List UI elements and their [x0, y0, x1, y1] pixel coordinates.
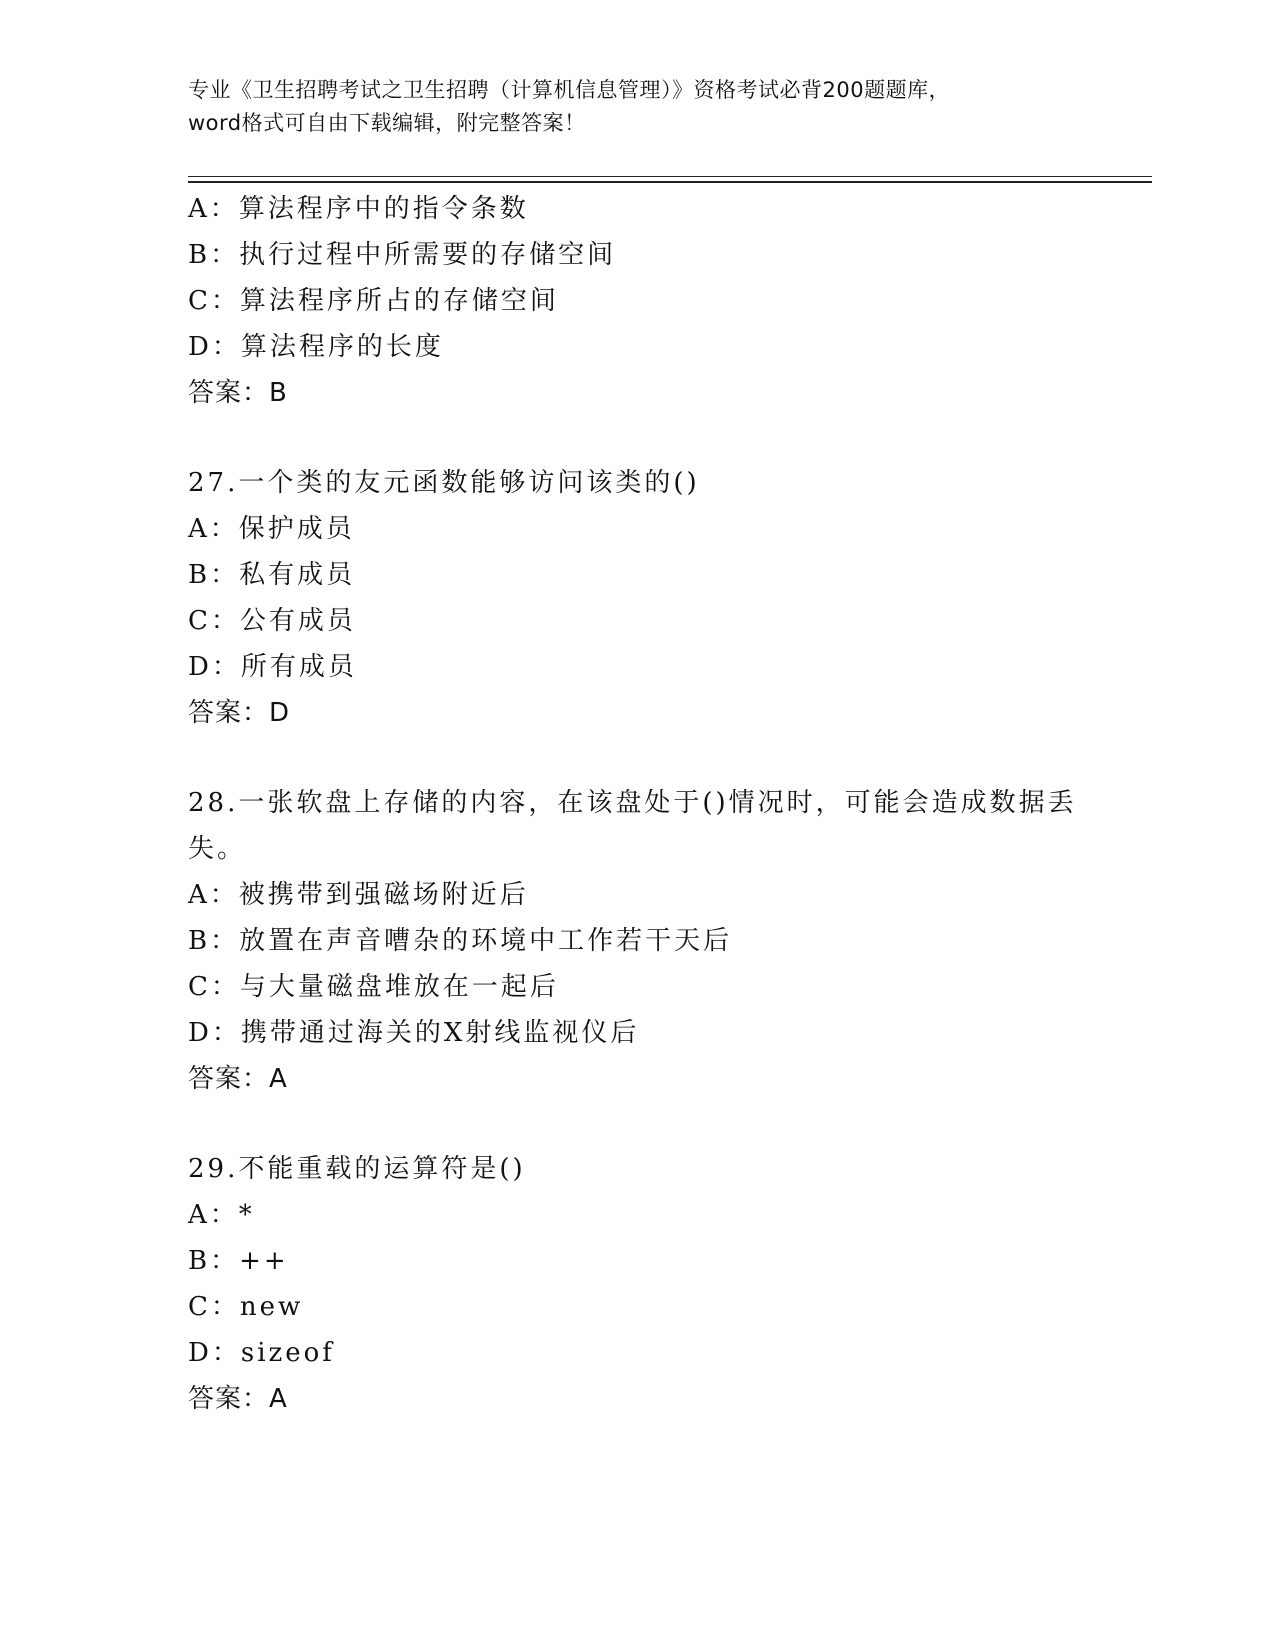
- answer-line: 答案：A: [188, 1384, 288, 1414]
- answer-line: 答案：D: [188, 698, 291, 728]
- header-line-2: word格式可自由下载编辑，附完整答案！: [188, 111, 586, 135]
- question-stem: 27.一个类的友元函数能够访问该类的(): [188, 468, 700, 498]
- option-d: D：算法程序的长度: [188, 332, 444, 362]
- header-line-1: 专业《卫生招聘考试之卫生招聘（计算机信息管理）》资格考试必背200题题库，: [188, 78, 951, 102]
- header-divider-thick: [188, 181, 1152, 183]
- option-b: B：++: [188, 1246, 289, 1276]
- question-block-26: [188, 186, 1088, 416]
- option-a: A：算法程序中的指令条数: [188, 194, 529, 224]
- question-stem: 29.不能重载的运算符是(): [188, 1154, 526, 1184]
- option-d: D：sizeof: [188, 1338, 335, 1368]
- option-a: A：*: [188, 1200, 255, 1230]
- document-header: [188, 74, 1088, 140]
- answer-line: 答案：B: [188, 378, 288, 408]
- question-stem-line-2: 失。: [188, 834, 247, 864]
- question-block-27: [188, 460, 1088, 736]
- option-c: C：与大量磁盘堆放在一起后: [188, 972, 559, 1002]
- option-c: C：new: [188, 1292, 304, 1322]
- spacer: [188, 416, 1088, 460]
- question-block-28: [188, 780, 1088, 1102]
- option-a: A：被携带到强磁场附近后: [188, 880, 529, 910]
- option-b: B：执行过程中所需要的存储空间: [188, 240, 617, 270]
- option-b: B：放置在声音嘈杂的环境中工作若干天后: [188, 926, 733, 956]
- spacer: [188, 736, 1088, 780]
- option-d: D：所有成员: [188, 652, 357, 682]
- spacer: [188, 1102, 1088, 1146]
- option-b: B：私有成员: [188, 560, 356, 590]
- question-block-29: [188, 1146, 1088, 1422]
- header-divider-thin: [188, 176, 1152, 177]
- option-d: D：携带通过海关的X射线监视仪后: [188, 1018, 640, 1048]
- option-c: C：公有成员: [188, 606, 356, 636]
- option-c: C：算法程序所占的存储空间: [188, 286, 559, 316]
- option-a: A：保护成员: [188, 514, 355, 544]
- answer-line: 答案：A: [188, 1064, 288, 1094]
- question-list: [188, 186, 1088, 1422]
- question-stem-line-1: 28.一张软盘上存储的内容，在该盘处于()情况时，可能会造成数据丢: [188, 788, 1077, 818]
